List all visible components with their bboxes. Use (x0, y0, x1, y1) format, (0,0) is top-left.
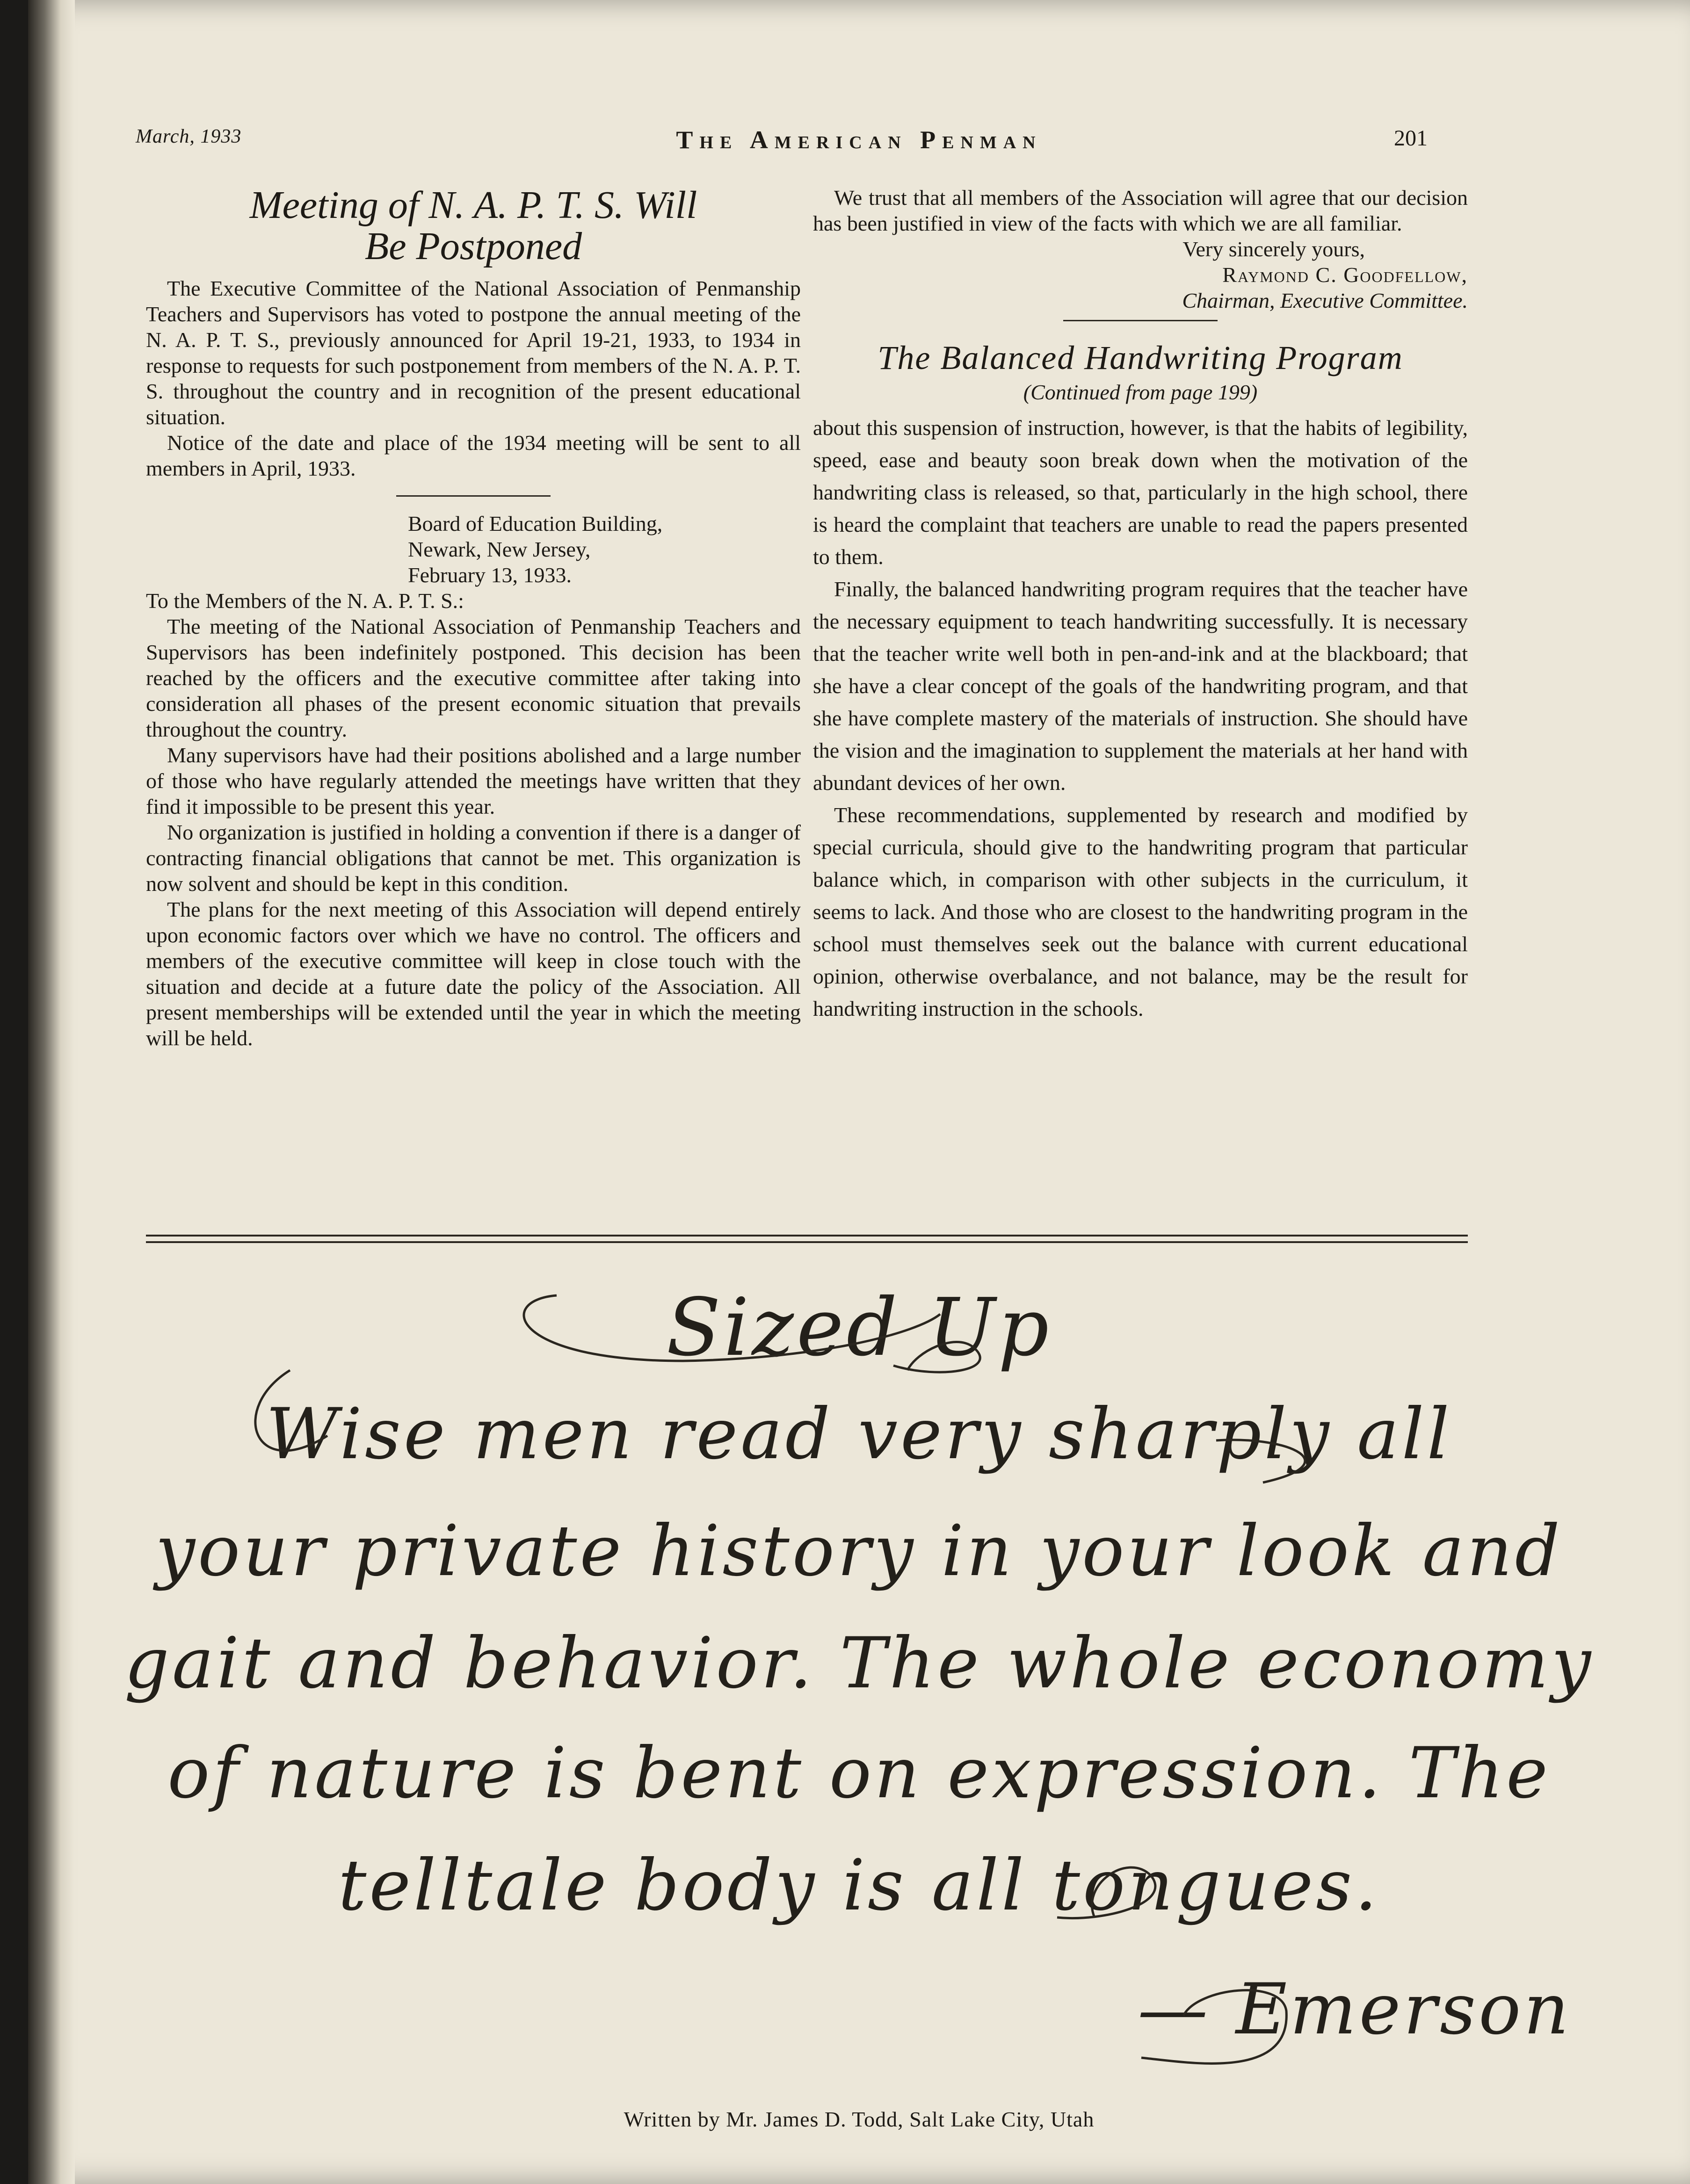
address-line: Board of Education Building, (408, 512, 663, 535)
right-column (813, 185, 1468, 1025)
article-title-handwriting: The Balanced Handwriting Program (878, 339, 1403, 376)
paragraph: The Executive Committee of the National Association of Penmanship Teachers and Supervisors has voted to postpone the annual meeting of the N. A. P. T. S., previously announced for April 19-21, 1933, to 1934 in response to requests for such postponement from members of the N. A. P. T. S. throughout the country and in recognition of the present educational situation. (146, 276, 801, 429)
paragraph: The plans for the next meeting of this Association will depend entirely upon economic factors over which we have no control. The officers and members of the executive committee will keep in close touch with the situation and decide at a future date the policy of the Association. All present memberships will be extended until the year in which the meeting will be held. (146, 897, 801, 1050)
running-head-date: March, 1933 (136, 126, 242, 147)
script-line-5: telltale body is all tongues. (338, 1845, 1380, 1926)
letter-closing: Very sincerely yours, (1182, 237, 1365, 261)
paragraph: about this suspension of instruction, however, is that the habits of legibility, speed, ease and beauty soon break down when the motivation of the handwriting class is released, so that, particularly in the high school, there is heard the complaint that teachers are unable to read the papers presented to them. (813, 416, 1468, 569)
title-line-2: Be Postponed (364, 224, 582, 268)
address-line: Newark, New Jersey, (408, 537, 591, 561)
paragraph: Many supervisors have had their positions abolished and a large number of those who have regularly attended the meetings have written that they find it impossible to be present this year. (146, 743, 801, 818)
magazine-page (28, 0, 1690, 2184)
double-rule-divider (146, 1235, 1468, 1243)
title-line-1: Meeting of N. A. P. T. S. Will (249, 183, 697, 227)
signer-role: Chairman, Executive Committee. (1182, 289, 1468, 312)
script-line-4: of nature is bent on expression. The (167, 1733, 1551, 1814)
paragraph: The meeting of the National Association of Penmanship Teachers and Supervisors has been indefinitely postponed. This decision has been reached by the officers and the executive committee after taking into consideration all phases of the present economic situation that prevails throughout the country. (146, 615, 801, 741)
continued-note: (Continued from page 199) (1023, 380, 1258, 404)
running-head-title: The American Penman (676, 126, 1042, 154)
script-line-3: gait and behavior. The whole economy (124, 1623, 1594, 1704)
paragraph: We trust that all members of the Association will agree that our decision has been justified in view of the facts with which we are all familiar. (813, 186, 1468, 235)
script-caption: Written by Mr. James D. Todd, Salt Lake City, Utah (624, 2107, 1095, 2131)
salutation: To the Members of the N. A. P. T. S.: (146, 589, 464, 613)
article-title-napts (146, 185, 801, 267)
script-line-2: your private history in your look and (155, 1511, 1563, 1592)
page-number: 201 (1394, 126, 1428, 151)
script-line-1: Wise men read very sharply all (266, 1394, 1452, 1475)
script-attribution: — Emerson (1138, 1969, 1572, 2050)
paragraph: No organization is justified in holding a convention if there is a danger of contracting financial obligations that cannot be met. This organization is now solvent and should be kept in this condition. (146, 820, 801, 896)
divider-rule (1063, 320, 1218, 321)
signer-name: Raymond C. Goodfellow, (1222, 263, 1468, 287)
address-date: February 13, 1933. (408, 563, 572, 587)
script-title: Sized Up (666, 1281, 1052, 1374)
paragraph: Finally, the balanced handwriting program requires that the teacher have the necessary equipment to teach handwriting successfully. It is necessary that the teacher write well both in pen-and-ink and at the blackboard; that she have a clear concept of the goals of the handwriting program, and that she have complete mastery of the materials of instruction. She should have the vision and the imagination to supplement the materials at her hand with abundant devices of her own. (813, 577, 1468, 795)
paragraph: Notice of the date and place of the 1934 meeting will be sent to all members in April, 1933. (146, 431, 801, 480)
divider-rule (396, 495, 551, 497)
left-column (146, 185, 801, 1051)
paragraph: These recommendations, supplemented by research and modified by special curricula, should give to the handwriting program that particular balance which, in comparison with other subjects in the curriculum, it seems to lack. And those who are closest to the handwriting program in the school must themselves seek out the balance with current educational opinion, otherwise overbalance, and not balance, may be the result for handwriting instruction in the schools. (813, 803, 1468, 1020)
